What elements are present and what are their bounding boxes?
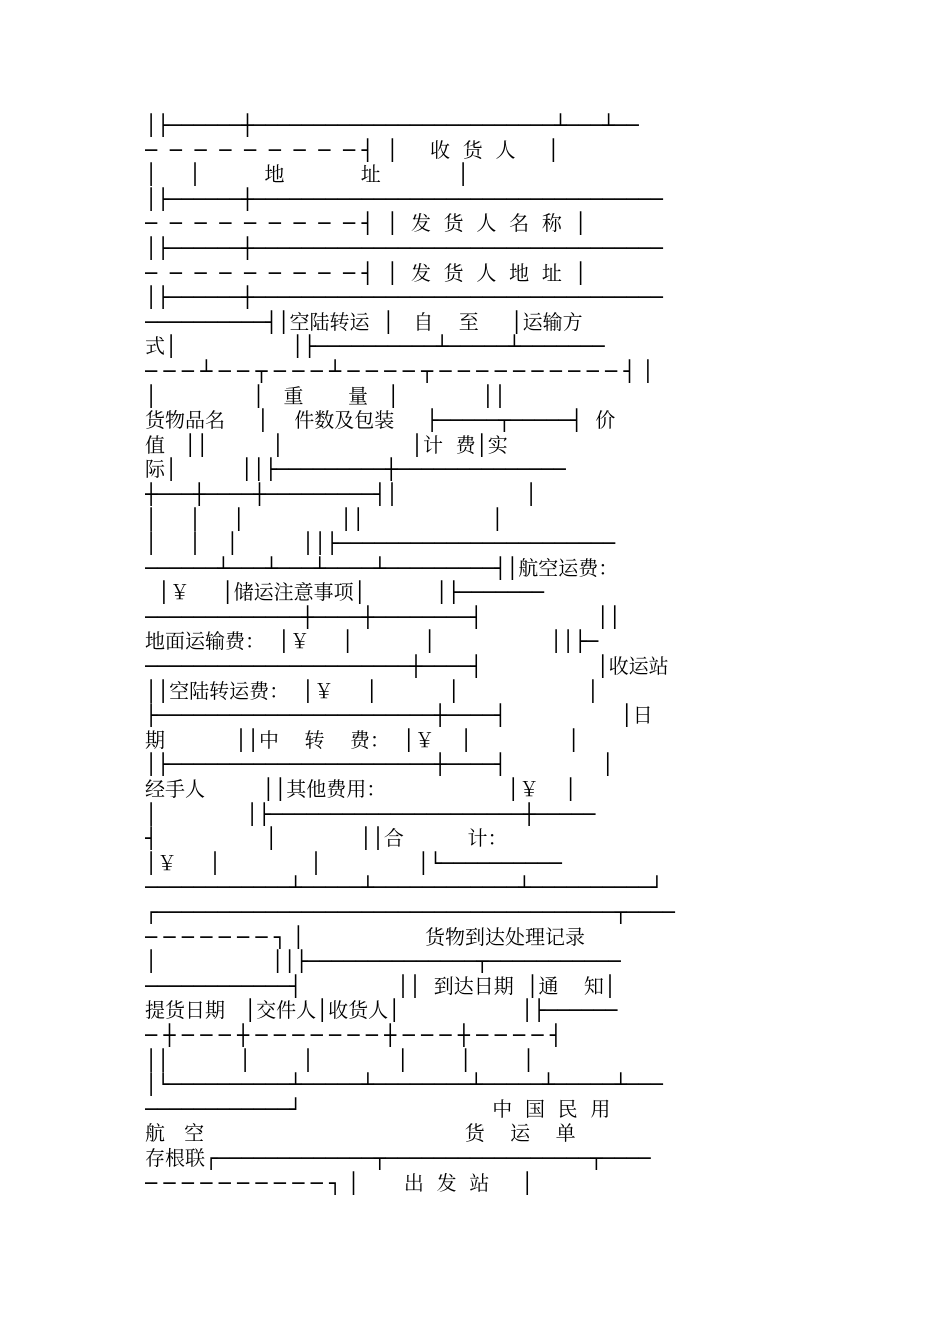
form-line: ─ ─ ─ ┴ ─ ─ ┬ ─ ─ ─ ┴ ─ ─ ─ ─ ┬ ─ ─ ─ ─ ─ ─ ─ ─ ─ ─ ┤ │ (145, 358, 654, 383)
form-line: ││ │ │ │ │ │ (145, 1047, 535, 1072)
form-line: 值 ││ │ │计 费│实 (145, 432, 508, 457)
form-line: 货物品名 │ 件数及包装 ├─────┬─────┤ 价 (145, 408, 616, 433)
form-line: ────────────┴─────┴────────────┴──────────┘ (145, 875, 663, 900)
form-line: ┼───┼────┼─────────┤│ │ (145, 481, 538, 506)
form-line: ├───────────────────────┼────┤ │日 (145, 703, 653, 728)
form-line: 地面运输费： │￥ │ │ ││├─ (145, 629, 599, 654)
form-line: │ │ │ ││ │ (145, 506, 504, 531)
form-line: ─ ┼ ─ ─ ─ ┼ ─ ─ ─ ─ ─ ─ ─ ┼ ─ ─ ─ ┼ ─ ─ ─ ─ ┤ (145, 1022, 562, 1047)
form-line: 提货日期 │交件人│收货人│ │├────── (145, 998, 618, 1023)
form-line: │└──────────┴─────┴────────┴─────┴─────┴─── (145, 1072, 663, 1097)
form-line: │├──────┼────────────────────────────────── (145, 285, 663, 310)
form-line: │ │ 地 址 │ (145, 162, 470, 187)
form-line: │ │ 重 量 │ ││ (145, 383, 506, 408)
form-line: ────────────┘ 中 国 民 用 (145, 1096, 611, 1121)
form-line: │├──────┼─────────────────────────┴───┴── (145, 113, 639, 137)
form-line: ──────────────────────┼────┤ │收运站 (145, 654, 669, 679)
form-line: 期 ││中 转 费： │￥ │ │ (145, 727, 580, 752)
form-line: │￥ │ │ │└────────── (145, 850, 562, 875)
form-line: ─ ─ ─ ─ ─ ─ ─ ─ ─ ┤ │ 发 货 人 名 称 │ (145, 211, 587, 236)
form-line: ─────────────┼────┼────────┤ ││ (145, 604, 621, 629)
form-line: │├──────────────────────┼────┤ │ (145, 752, 614, 777)
form-line: 航 空 货 运 单 (145, 1121, 576, 1146)
form-line: ─ ─ ─ ─ ─ ─ ─ ┐ │ 货物到达处理记录 (145, 924, 586, 949)
form-line: ─ ─ ─ ─ ─ ─ ─ ─ ─ ┤ │ 发 货 人 地 址 │ (145, 260, 587, 285)
form-line: 存根联┌─────────────┬─────────────────┬──── (145, 1145, 651, 1170)
form-line: ┌──────────────────────────────────────┬──── (145, 900, 675, 924)
form-line: ──────┴───┴───┴────┴─────────┤│航空运费： (145, 555, 619, 580)
form-line: │ │ │ ││├─────────────────────── (145, 531, 615, 556)
form-line: ──────────┤│空陆转运 │ 自 至 │运输方 (145, 309, 583, 334)
form-line: 式│ │├──────────┴─────┴─────── (145, 334, 605, 359)
waybill-stub-form (145, 113, 807, 1195)
form-line: │￥ │储运注意事项│ │├─────── (145, 580, 544, 605)
form-line: ││空陆转运费： │￥ │ │ │ (145, 678, 599, 703)
form-line: 际│ ││├─────────┼────────────── (145, 457, 566, 482)
form-line: ─ ─ ─ ─ ─ ─ ─ ─ ─ ┤ │ 收 货 人 │ (145, 137, 560, 162)
form-line: │├──────┼────────────────────────────────── (145, 186, 663, 211)
form-line: ┤ │ ││合 计： (145, 826, 508, 851)
form-line: │├──────┼────────────────────────────────── (145, 235, 663, 260)
form-line: │ ││├──────────────┬─────────── (145, 949, 621, 974)
form-line: ─ ─ ─ ─ ─ ─ ─ ─ ─ ─ ┐ │ 出 发 站 │ (145, 1170, 534, 1195)
form-line: ────────────┤ ││ 到达日期 │通 知│ (145, 973, 616, 998)
form-line: │ │├─────────────────────┼───── (145, 801, 596, 826)
form-line: 经手人 ││其他费用： │￥ │ (145, 777, 577, 802)
